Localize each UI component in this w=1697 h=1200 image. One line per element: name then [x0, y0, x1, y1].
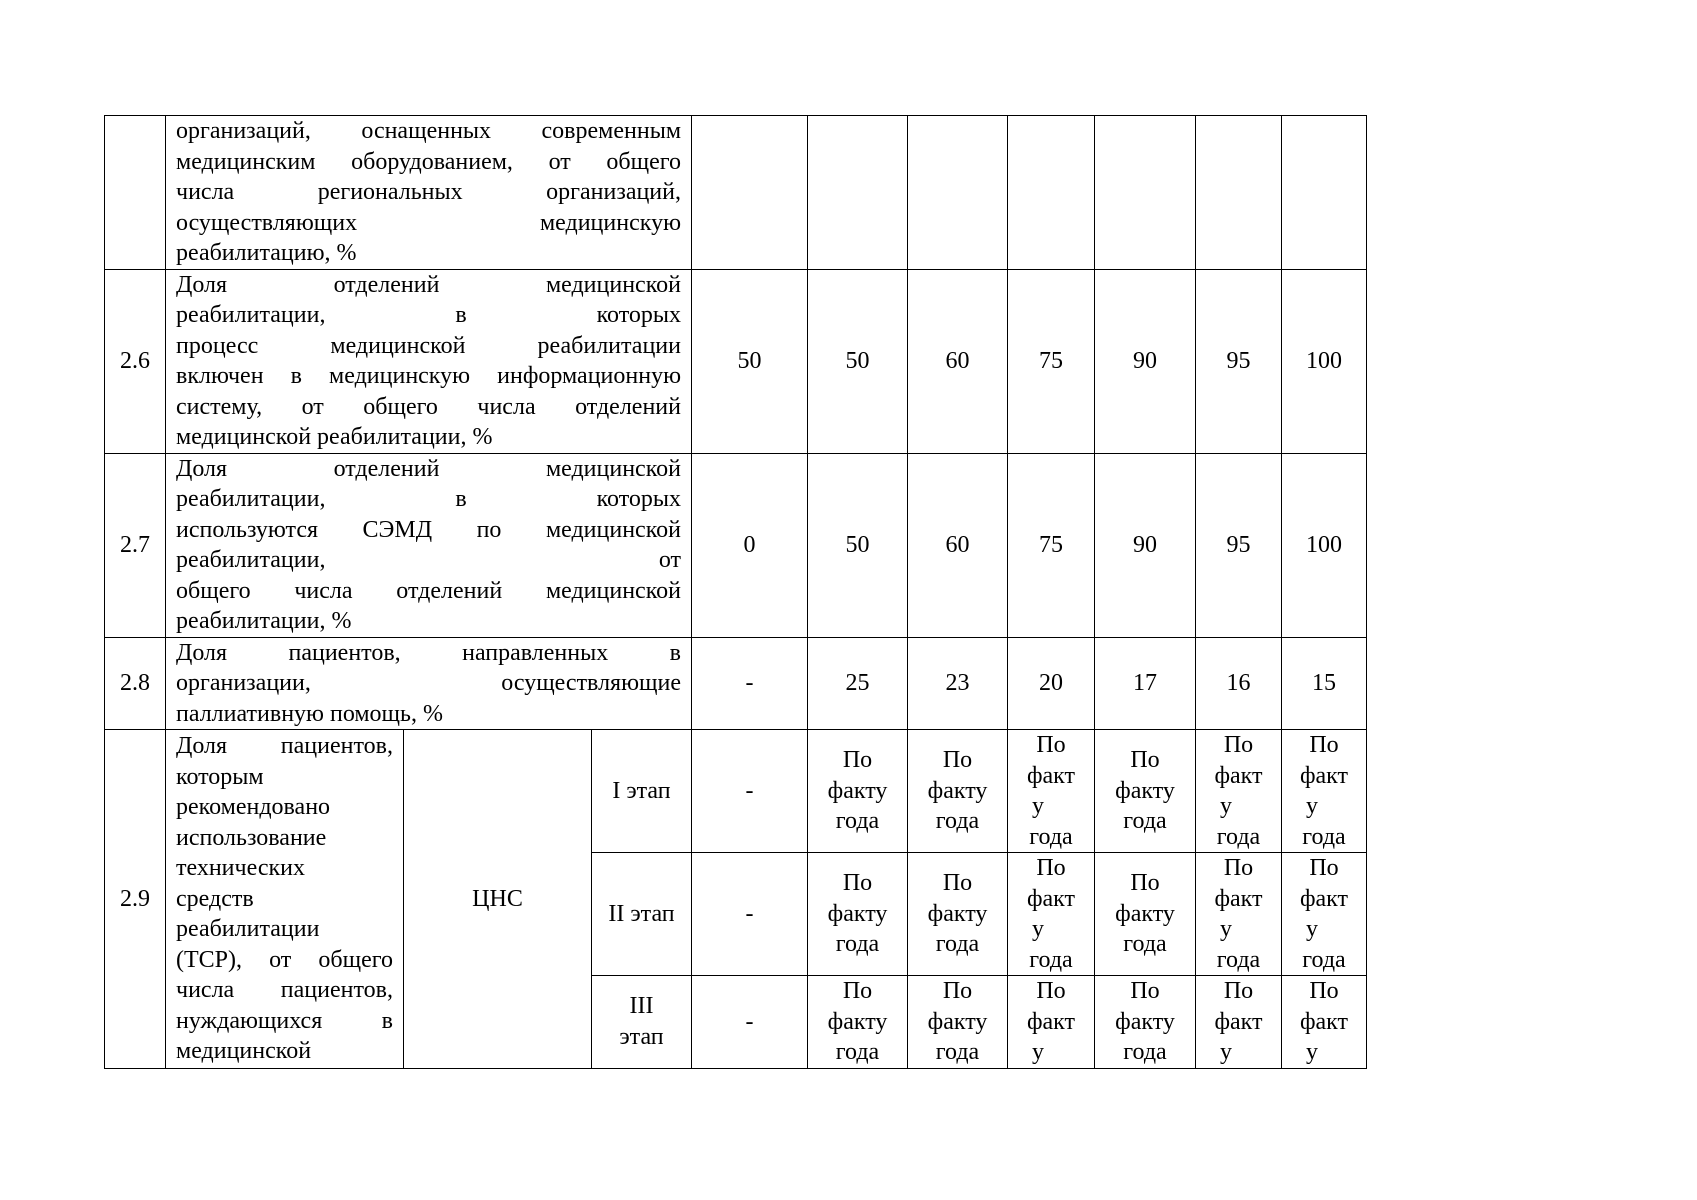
- fact-cell: [1196, 976, 1282, 1069]
- value-cell: [692, 116, 808, 270]
- value-cell: -: [692, 730, 808, 853]
- fact-cell: [1282, 976, 1367, 1069]
- indicator-description: [166, 637, 692, 730]
- indicators-table: [104, 115, 1367, 1069]
- value-cell: 50: [808, 453, 908, 637]
- fact-cell-line: у: [1032, 793, 1044, 819]
- stage-label-line: этап: [619, 1023, 664, 1050]
- fact-cell-line: По: [1309, 978, 1339, 1004]
- fact-cell-line: По: [1223, 732, 1254, 758]
- description-line: систему, от общего числа отделений: [176, 393, 681, 420]
- description-line: реабилитации, в которых: [176, 486, 681, 512]
- fact-cell: [1282, 730, 1367, 853]
- fact-cell-line: факт: [1214, 1008, 1263, 1035]
- fact-cell: [908, 853, 1008, 976]
- value-cell: 15: [1282, 637, 1367, 730]
- table-row: [105, 453, 1367, 637]
- value-cell: 17: [1095, 637, 1196, 730]
- description-line: Доля отделений медицинской: [176, 271, 681, 298]
- value-cell: [808, 116, 908, 270]
- group-label: ЦНС: [404, 730, 592, 1069]
- value-cell: 25: [808, 637, 908, 730]
- fact-cell-line: у: [1220, 793, 1232, 819]
- fact-cell-line: По: [1309, 732, 1339, 758]
- fact-cell-line: у: [1220, 1039, 1232, 1065]
- table-row: [105, 116, 1367, 270]
- fact-cell-line: года: [1123, 931, 1167, 958]
- fact-cell-line: По: [1036, 732, 1066, 758]
- fact-cell-line: у: [1032, 1039, 1044, 1065]
- row-number: 2.8: [105, 637, 166, 730]
- fact-cell-line: По: [1223, 978, 1254, 1004]
- table-row: [105, 637, 1367, 730]
- row-number: 2.9: [105, 730, 166, 1069]
- value-cell: [908, 116, 1008, 270]
- table-row: [105, 730, 1367, 853]
- description-line: реабилитацию, %: [176, 240, 357, 266]
- value-cell: 60: [908, 269, 1008, 453]
- row-number: 2.7: [105, 453, 166, 637]
- fact-cell-line: факту: [827, 777, 888, 804]
- fact-cell: [1196, 730, 1282, 853]
- description-line: используются СЭМД по медицинской: [176, 516, 681, 543]
- value-cell: 20: [1008, 637, 1095, 730]
- description-line: осуществляющих медицинскую: [176, 209, 681, 236]
- description-line: медицинским оборудованием, от общего: [176, 148, 681, 175]
- fact-cell-line: По: [1309, 855, 1339, 881]
- fact-cell-line: факту: [1115, 777, 1175, 804]
- fact-cell-line: у: [1306, 1039, 1318, 1065]
- fact-cell-line: года: [1216, 823, 1261, 850]
- fact-cell-line: года: [1123, 1039, 1167, 1065]
- value-cell: 0: [692, 453, 808, 637]
- value-cell: [1095, 116, 1196, 270]
- fact-cell-line: года: [1216, 946, 1261, 973]
- fact-cell-line: факту: [927, 777, 988, 804]
- indicator-description: [166, 730, 404, 1069]
- value-cell: 60: [908, 453, 1008, 637]
- description-line: технических: [176, 855, 305, 881]
- value-cell: -: [692, 976, 808, 1069]
- description-line: общего числа отделений медицинской: [176, 577, 681, 604]
- value-cell: 50: [808, 269, 908, 453]
- description-line: числа региональных организаций,: [176, 179, 681, 205]
- description-line: нуждающихся в: [176, 1007, 393, 1034]
- description-line: реабилитации, %: [176, 608, 352, 634]
- fact-cell-line: факту: [927, 900, 988, 927]
- fact-cell-line: у: [1032, 916, 1044, 942]
- description-line: Доля отделений медицинской: [176, 455, 681, 482]
- fact-cell-line: факт: [1299, 762, 1349, 789]
- value-cell: 50: [692, 269, 808, 453]
- description-line: числа пациентов,: [176, 977, 393, 1003]
- fact-cell-line: факт: [1026, 885, 1076, 912]
- fact-cell: [1008, 853, 1095, 976]
- fact-cell-line: По: [1223, 855, 1254, 881]
- description-line: включен в медицинскую информационную: [176, 363, 681, 389]
- fact-cell: [1008, 976, 1095, 1069]
- fact-cell: [1095, 853, 1196, 976]
- value-cell: 75: [1008, 453, 1095, 637]
- fact-cell-line: года: [935, 808, 980, 835]
- fact-cell-line: у: [1306, 916, 1318, 942]
- description-line: Доля пациентов,: [176, 733, 393, 759]
- value-cell: -: [692, 637, 808, 730]
- description-line: использование: [176, 824, 327, 851]
- fact-cell-line: факту: [1115, 900, 1175, 927]
- fact-cell-line: факт: [1299, 1008, 1349, 1035]
- table-row: [105, 269, 1367, 453]
- fact-cell: [1095, 730, 1196, 853]
- value-cell: 100: [1282, 269, 1367, 453]
- value-cell: 16: [1196, 637, 1282, 730]
- stage-label: II этап: [592, 853, 692, 976]
- description-line: рекомендовано: [176, 794, 331, 820]
- fact-cell-line: По: [1130, 747, 1160, 774]
- description-line: которым: [176, 763, 264, 790]
- fact-cell: [808, 853, 908, 976]
- description-line: реабилитации, в которых: [176, 302, 681, 328]
- description-line: медицинской реабилитации, %: [176, 424, 493, 450]
- fact-cell: [808, 730, 908, 853]
- indicator-description: [166, 116, 692, 270]
- fact-cell-line: факт: [1026, 1008, 1076, 1035]
- value-cell: 100: [1282, 453, 1367, 637]
- value-cell: 23: [908, 637, 1008, 730]
- fact-cell-line: года: [1302, 946, 1346, 973]
- fact-cell: [1282, 853, 1367, 976]
- fact-cell-line: По: [842, 870, 873, 897]
- fact-cell: [1008, 730, 1095, 853]
- indicator-description: [166, 269, 692, 453]
- stage-label: [592, 976, 692, 1069]
- fact-cell-line: у: [1220, 916, 1232, 942]
- description-line: средств: [176, 885, 254, 912]
- description-line: медицинской: [176, 1038, 312, 1064]
- description-line: реабилитации: [176, 916, 320, 942]
- fact-cell-line: года: [1029, 823, 1073, 850]
- fact-cell-line: По: [1036, 978, 1066, 1004]
- fact-cell-line: у: [1306, 793, 1318, 819]
- fact-cell-line: По: [1130, 978, 1160, 1004]
- value-cell: [1282, 116, 1367, 270]
- fact-cell-line: года: [1029, 946, 1073, 973]
- fact-cell-line: По: [842, 747, 873, 774]
- fact-cell-line: года: [935, 931, 980, 958]
- fact-cell-line: факту: [827, 1008, 888, 1035]
- value-cell: 90: [1095, 269, 1196, 453]
- value-cell: [1008, 116, 1095, 270]
- fact-cell-line: По: [842, 978, 873, 1004]
- fact-cell-line: факт: [1299, 885, 1349, 912]
- description-line: реабилитации, от: [176, 547, 681, 573]
- description-line: процесс медицинской реабилитации: [176, 332, 681, 359]
- description-line: организации, осуществляющие: [176, 670, 681, 696]
- fact-cell-line: года: [1123, 808, 1167, 835]
- fact-cell-line: По: [1130, 870, 1160, 897]
- fact-cell: [1196, 853, 1282, 976]
- fact-cell-line: факт: [1214, 762, 1263, 789]
- fact-cell: [808, 976, 908, 1069]
- value-cell: -: [692, 853, 808, 976]
- description-line: паллиативную помощь, %: [176, 700, 443, 727]
- fact-cell-line: По: [1036, 855, 1066, 881]
- fact-cell-line: факту: [1115, 1008, 1175, 1035]
- fact-cell-line: факту: [827, 900, 888, 927]
- row-number: [105, 116, 166, 270]
- fact-cell-line: факт: [1214, 885, 1263, 912]
- value-cell: [1196, 116, 1282, 270]
- value-cell: 95: [1196, 269, 1282, 453]
- stage-label: I этап: [592, 730, 692, 853]
- description-line: организаций, оснащенных современным: [176, 118, 681, 144]
- fact-cell-line: года: [1302, 823, 1346, 850]
- fact-cell-line: факту: [927, 1008, 988, 1035]
- row-number: 2.6: [105, 269, 166, 453]
- fact-cell-line: года: [835, 808, 880, 835]
- indicator-description: [166, 453, 692, 637]
- fact-cell-line: По: [942, 978, 973, 1004]
- fact-cell: [908, 730, 1008, 853]
- fact-cell-line: года: [935, 1039, 980, 1065]
- fact-cell-line: По: [942, 870, 973, 897]
- description-line: (ТСР), от общего: [176, 946, 393, 973]
- fact-cell: [1095, 976, 1196, 1069]
- fact-cell-line: факт: [1026, 762, 1076, 789]
- description-line: Доля пациентов, направленных в: [176, 639, 681, 666]
- value-cell: 90: [1095, 453, 1196, 637]
- stage-label-line: III: [629, 993, 654, 1020]
- fact-cell-line: года: [835, 1039, 880, 1065]
- fact-cell: [908, 976, 1008, 1069]
- value-cell: 75: [1008, 269, 1095, 453]
- fact-cell-line: года: [835, 931, 880, 958]
- fact-cell-line: По: [942, 747, 973, 774]
- value-cell: 95: [1196, 453, 1282, 637]
